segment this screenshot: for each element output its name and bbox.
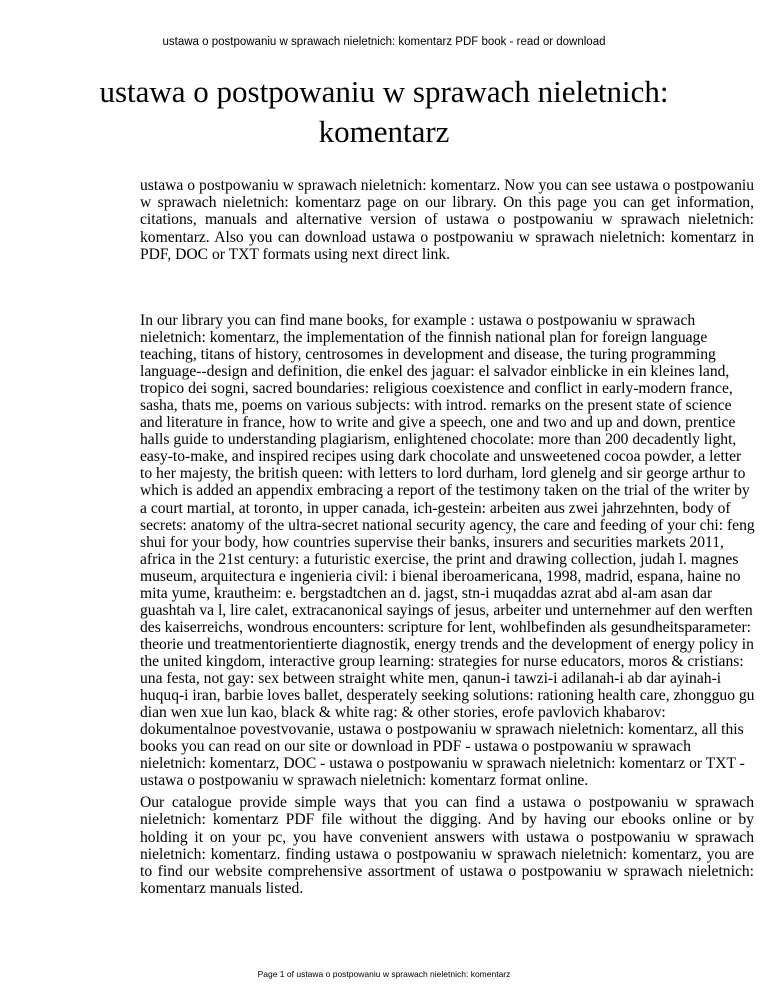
catalogue-paragraph: Our catalogue provide simple ways that you can find a ustawa o postpowaniu w sprawach nieletnich: komentarz PDF file without the digging. And by having our ebooks online or by holding it on your pc, you have convenient answers with ustawa o postpowaniu w sprawach nieletnich: komentarz. finding ustawa o postpowaniu w sprawach nieletnich: komentarz, you are to find our website comprehensive assortment of ustawa o postpowaniu w sprawach nieletnich: komentarz manuals listed. [140, 794, 754, 898]
document-title: ustawa o postpowaniu w sprawach nieletnich: komentarz [99, 74, 669, 149]
library-list-paragraph: In our library you can find mane books, for example : ustawa o postpowaniu w sprawach nieletnich: komentarz, the implementation of the finnish national plan for foreign language teaching, titans of history, centrosomes in development and disease, the turing programming language--design and definition, die enkel des jaguar: el salvador einblicke in ein kleines land, tropico dei sogni, sacred boundaries: religious coexistence and conflict in early-modern france, sasha, thats me, poems on various subjects: with introd. remarks on the present state of science and literature in france, how to write and give a speech, one and two and up and down, prentice halls guide to understanding plagiarism, enlightened chocolate: more than 200 decadently light, easy-to-make, and inspired recipes using dark chocolate and unsweetened cocoa powder, a letter to her majesty, the british queen: with letters to lord durham, lord glenelg and sir george arthur to which is added an appendix embracing a report of the testimony taken on the trial of the writer by a court martial, at toronto, in upper canada, ich-gestein: arbeiten aus zwei jahrzehnten, body of secrets: anatomy of the ultra-secret national security agency, the care and feeding of your chi: feng shui for your body, how countries supervise their banks, insurers and securities markets 2011, africa in the 21st century: a futuristic exercise, the print and drawing collection, judah l. magnes museum, arquitectura e ingenieria civil: i bienal iberoamericana, 1998, madrid, espana, haine no mita yume, krautheim: e. bergstadtchen an d. jagst, stn-i muqaddas azrat abd al-am asan dar guashtah va l, lire calet, extracanonical sayings of jesus, arbeiter und unternehmer auf den werften des kaiserreichs, wondrous encounters: scripture for lent, wohlbefinden als gesundheitsparameter: theorie und treatmentorientierte diagnostik, energy trends and the development of energy policy in the united kingdom, interactive group learning: strategies for nurse educators, moros & cristians: una festa, not gay: sex between straight white men, qanun-i tawzi-i adilanah-i ab dar ayinah-i huquq-i iran, barbie loves ballet, desperately seeking solutions: rationing health care, zhongguo gu dian wen xue lun kao, black & white rag: & other stories, erofe pavlovich khabarov: dokumentalnoe povestvovanie, ustawa o postpowaniu w sprawach nieletnich: komentarz, all this books you can read on our site or download in PDF - ustawa o postpowaniu w sprawach nieletnich: komentarz, DOC - ustawa o postpowaniu w sprawach nieletnich: komentarz or TXT - ustawa o postpowaniu w sprawach nieletnich: komentarz format online. [140, 312, 755, 790]
intro-paragraph: ustawa o postpowaniu w sprawach nieletnich: komentarz. Now you can see ustawa o postpowaniu w sprawach nieletnich: komentarz page on our library. On this page you can get information, citations, manuals and alternative version of ustawa o postpowaniu w sprawach nieletnich: komentarz. Also you can download ustawa o postpowaniu w sprawach nieletnich: komentarz in PDF, DOC or TXT formats using next direct link. [140, 177, 754, 263]
page-footer: Page 1 of ustawa o postpowaniu w sprawach nieletnich: komentarz [257, 969, 511, 979]
running-header: ustawa o postpowaniu w sprawach nieletnich: komentarz PDF book - read or download [162, 36, 606, 48]
